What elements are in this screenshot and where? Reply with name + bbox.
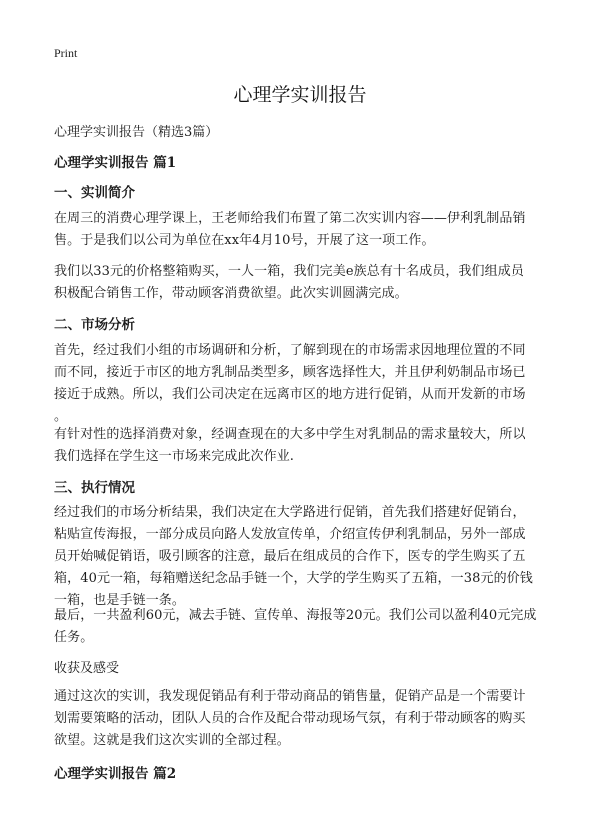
- text-line: 。: [54, 409, 68, 424]
- text-line: 我们以33元的价格整箱购买，一人一箱，我们完美e族总有十名成员，我们组成员: [54, 264, 524, 279]
- text-line: 在周三的消费心理学课上，王老师给我们布置了第二次实训内容——伊利乳制品销: [54, 211, 526, 226]
- text-line: 粘贴宣传海报，一部分成员向路人发放宣传单，介绍宣传伊利乳制品，另外一部成: [54, 527, 526, 542]
- section-execution-heading: 三、执行情况: [54, 480, 135, 496]
- page-title: 心理学实训报告: [233, 84, 367, 106]
- section-market-paragraph-2: [54, 424, 550, 468]
- text-line: 一箱，也是手链一条。: [54, 593, 186, 608]
- section-market-heading: 二、市场分析: [54, 317, 135, 333]
- reflection-paragraph: [54, 686, 550, 752]
- text-line: 我们选择在学生这一市场来完成此次作业.: [54, 449, 295, 464]
- section-intro-heading: 一、实训简介: [54, 185, 135, 201]
- text-line: 售。于是我们以公司为单位在xx年4月10号，开展了这一项工作。: [54, 233, 435, 248]
- section-execution-paragraph-1: [54, 502, 550, 612]
- text-line: 而不同，接近于市区的地方乳制品类型多，顾客选择性大，并且伊利奶制品市场已: [54, 365, 526, 380]
- article-2-heading: 心理学实训报告 篇2: [54, 766, 177, 782]
- text-line: 员开始喊促销语，吸引顾客的注意，最后在组成员的合作下，医专的学生购买了五: [54, 549, 526, 564]
- article-1-heading: 心理学实训报告 篇1: [54, 155, 177, 171]
- text-line: 欲望。这就是我们这次实训的全部过程。: [54, 733, 290, 748]
- text-line: 接近于成熟。所以，我们公司决定在远离市区的地方进行促销，从而开发新的市场: [54, 387, 526, 402]
- section-intro-paragraph-2: [54, 261, 550, 305]
- print-link[interactable]: Print: [54, 46, 78, 60]
- section-execution-paragraph-2: [54, 605, 550, 649]
- text-line: 划需要策略的活动，团队人员的合作及配合带动现场气氛，有利于带动顾客的购买: [54, 711, 526, 726]
- text-line: 箱，40元一箱，每箱赠送纪念品手链一个，大学的学生购买了五箱，一38元的价钱: [54, 571, 533, 586]
- reflection-label: 收获及感受: [54, 661, 120, 676]
- section-market-paragraph-1: [54, 340, 550, 428]
- text-line: 任务。: [54, 630, 94, 645]
- text-line: 经过我们的市场分析结果，我们决定在大学路进行促销，首先我们搭建好促销台，: [54, 505, 526, 520]
- text-line: 有针对性的选择消费对象，经调查现在的大多中学生对乳制品的需求量较大，所以: [54, 427, 526, 442]
- document-subtitle: 心理学实训报告（精选3篇）: [54, 125, 219, 140]
- section-intro-paragraph-1: [54, 208, 550, 252]
- text-line: 最后，一共盈利60元，减去手链、宣传单、海报等20元。我们公司以盈利40元完成: [54, 608, 537, 623]
- text-line: 通过这次的实训，我发现促销品有利于带动商品的销售量，促销产品是一个需要计: [54, 689, 526, 704]
- text-line: 首先，经过我们小组的市场调研和分析，了解到现在的市场需求因地理位置的不同: [54, 343, 526, 358]
- text-line: 积极配合销售工作，带动顾客消费欲望。此次实训圆满完成。: [54, 286, 408, 301]
